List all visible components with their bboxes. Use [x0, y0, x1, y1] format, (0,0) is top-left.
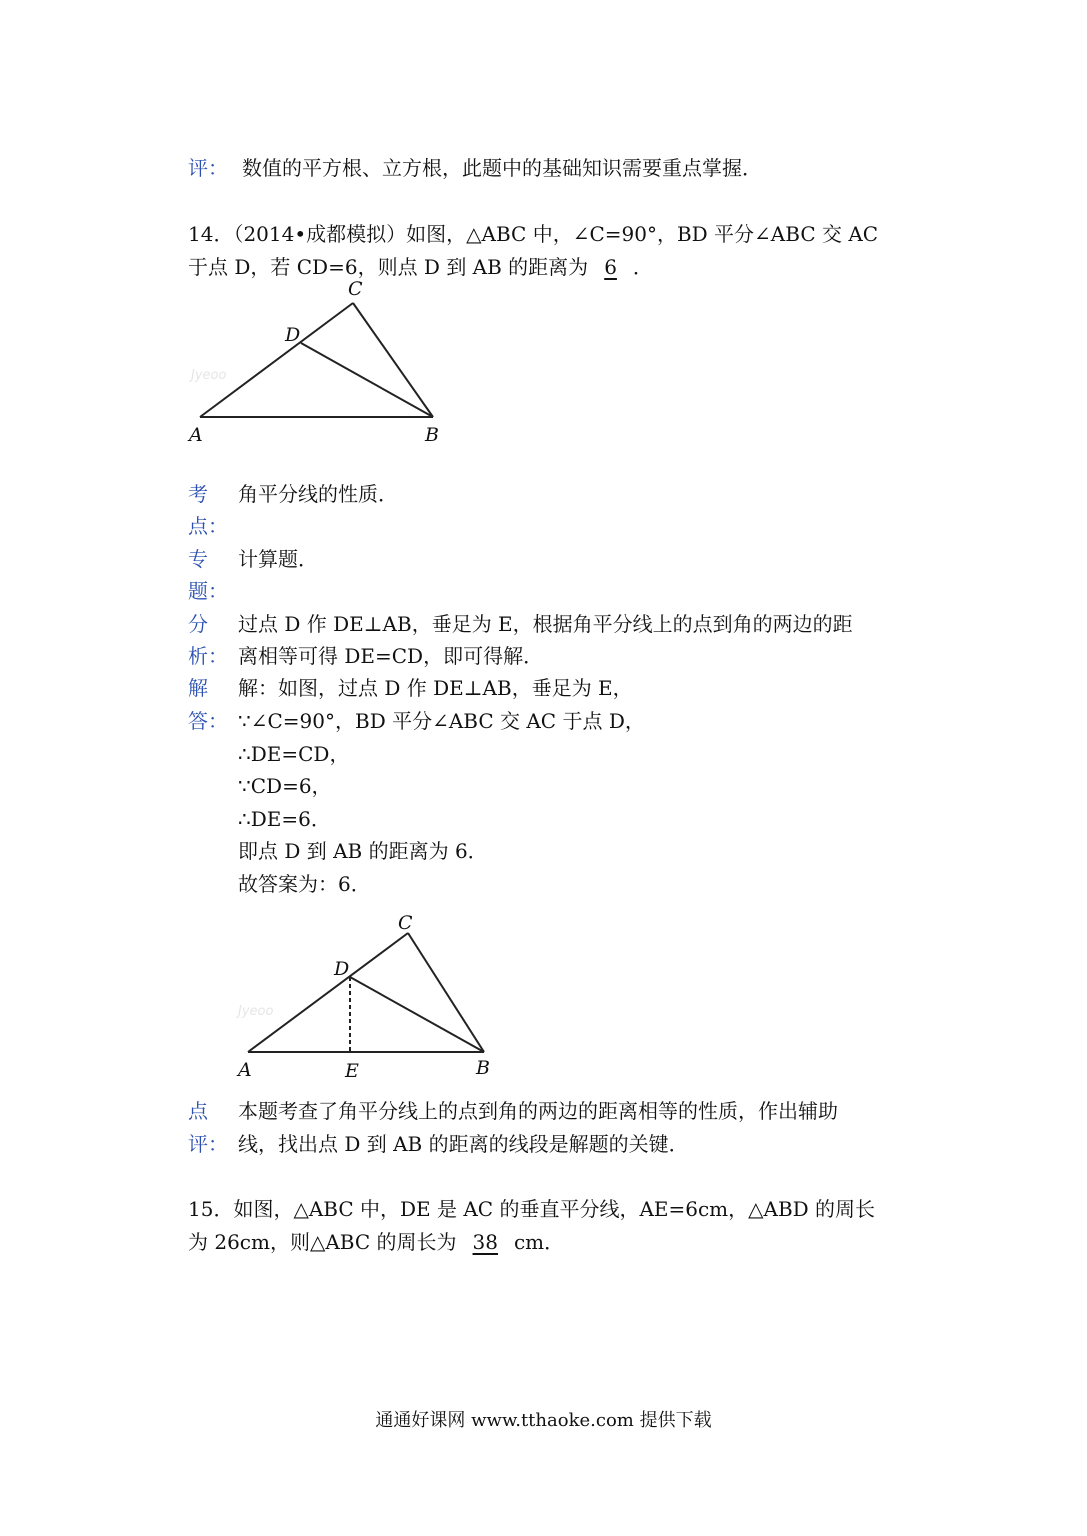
kaodian-label-1: 考: [188, 482, 208, 506]
q14-stem-line1: 14．（2014•成都模拟）如图，△ABC 中，∠C=90°，BD 平分∠ABC 交 AC: [188, 222, 879, 246]
q15-stem-text: 为 26cm，则△ABC 的周长为: [188, 1230, 457, 1254]
q14-stem-end: ．: [632, 255, 653, 279]
segment-db: [301, 343, 433, 417]
q15-stem-line1: 15．如图，△ABC 中，DE 是 AC 的垂直平分线，AE=6cm，△ABD 的周长: [188, 1197, 876, 1221]
dianping-label-1: 点: [188, 1099, 208, 1123]
figure2-label-a: A: [238, 1059, 252, 1081]
segment-db: [350, 977, 484, 1052]
dianping-line-1: 本题考查了角平分线上的点到角的两边的距离相等的性质，作出辅助: [238, 1099, 838, 1123]
segment-cb: [353, 303, 433, 417]
kaodian-label-2: 点：: [188, 514, 228, 538]
figure2-label-e: E: [345, 1060, 359, 1082]
dianping-label-2: 评：: [188, 1132, 228, 1156]
prev-commentary-label: 评：: [188, 156, 228, 180]
figure1-watermark: Jyeoo: [191, 368, 227, 383]
segment-cb: [408, 933, 484, 1052]
q15-stem-line2: [188, 1228, 564, 1256]
figure2-label-c: C: [398, 912, 413, 934]
jieda-line: 即点 D 到 AB 的距离为 6．: [238, 839, 488, 863]
q15-answer: 38: [472, 1230, 498, 1254]
figure2-label-d: D: [334, 958, 350, 980]
jieda-line: ∵CD=6，: [238, 774, 332, 798]
page-footer: 通通好课网 www.tthaoke.com 提供下载: [375, 1410, 712, 1431]
jieda-label-2: 答：: [188, 709, 228, 733]
zhuanti-label-2: 题：: [188, 579, 228, 603]
q14-figure-1: [185, 275, 455, 445]
kaodian-text: 角平分线的性质．: [238, 482, 398, 506]
q15-stem-end: cm．: [513, 1230, 565, 1254]
fenxi-line-2: 离相等可得 DE=CD，即可得解．: [238, 644, 544, 668]
fenxi-line-1: 过点 D 作 DE⊥AB，垂足为 E，根据角平分线上的点到角的两边的距: [238, 612, 853, 636]
zhuanti-label-1: 专: [188, 547, 208, 571]
fenxi-label-1: 分: [188, 612, 208, 636]
figure1-label-d: D: [285, 324, 301, 346]
prev-commentary: [188, 154, 762, 182]
figure1-label-a: A: [189, 424, 203, 446]
figure1-label-c: C: [348, 278, 363, 300]
figure1-label-b: B: [425, 424, 439, 446]
fenxi-label-2: 析：: [188, 644, 228, 668]
segment-ac: [248, 933, 408, 1052]
q14-stem-text: 于点 D，若 CD=6，则点 D 到 AB 的距离为: [188, 255, 589, 279]
q14-answer: 6: [604, 255, 617, 279]
jieda-line: ∴DE=6．: [238, 807, 331, 831]
jieda-line: 故答案为：6．: [238, 872, 371, 896]
figure2-label-b: B: [476, 1057, 490, 1079]
dianping-line-2: 线，找出点 D 到 AB 的距离的线段是解题的关键．: [238, 1132, 689, 1156]
jieda-line: ∵∠C=90°，BD 平分∠ABC 交 AC 于点 D，: [238, 709, 645, 733]
q14-figure-2: [232, 905, 502, 1080]
jieda-label-1: 解: [188, 676, 208, 700]
jieda-line: ∴DE=CD，: [238, 742, 350, 766]
prev-commentary-text: 数值的平方根、立方根，此题中的基础知识需要重点掌握．: [242, 156, 762, 180]
jieda-line: 解：如图，过点 D 作 DE⊥AB，垂足为 E，: [238, 676, 633, 700]
figure2-watermark: Jyeoo: [238, 1004, 274, 1019]
zhuanti-text: 计算题．: [238, 547, 318, 571]
